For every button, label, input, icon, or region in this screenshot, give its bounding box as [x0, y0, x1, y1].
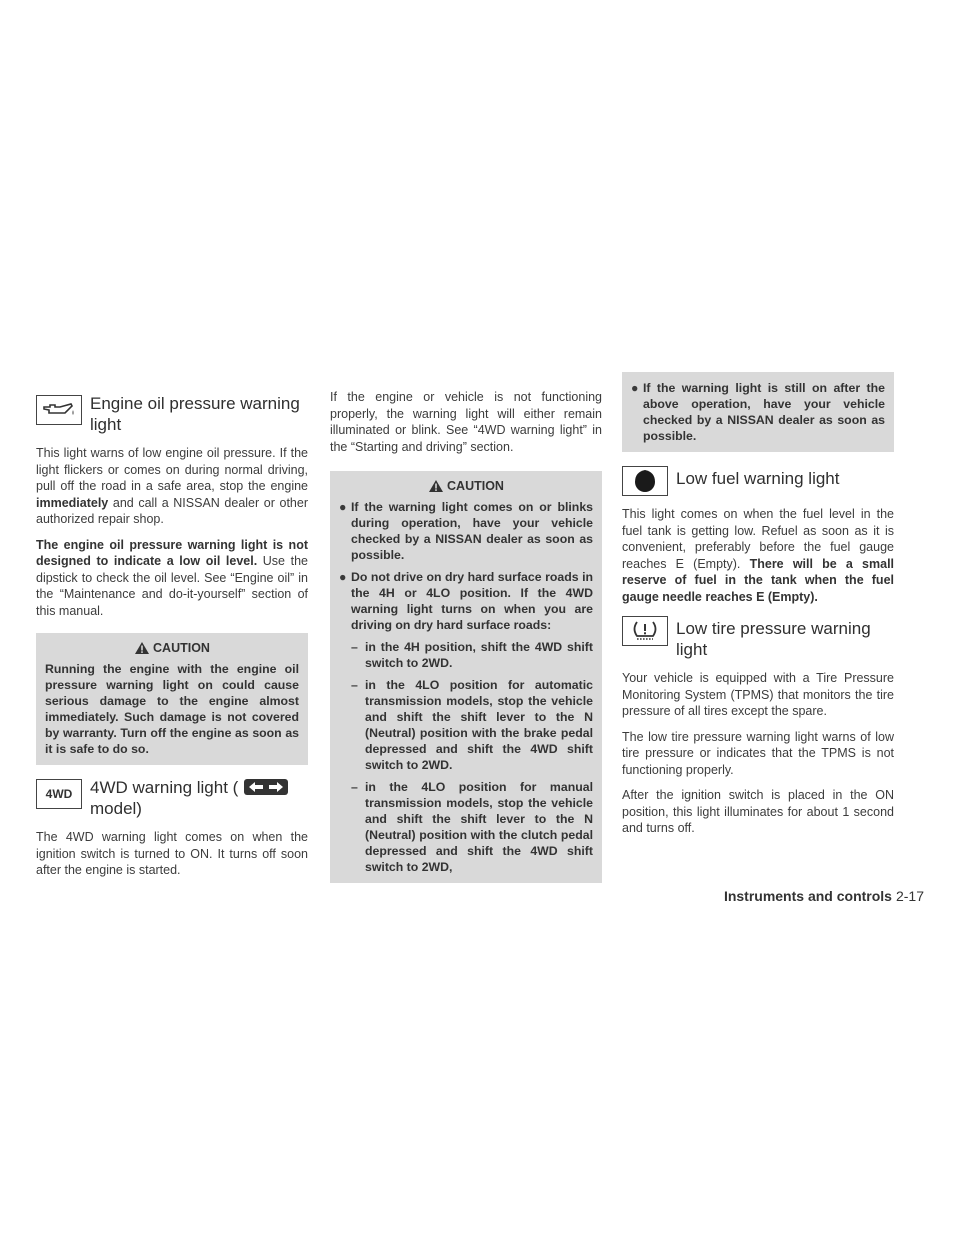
tire-paragraph-2: The low tire pressure warning light warns of low tire pressure or indicates that the TPMS is not functioning properly.	[622, 729, 894, 777]
caution-sub-item: – in the 4LO position for manual transmission models, stop the vehicle and shift the shift lever to the N (Neutral) position with the clutch pedal depressed and shift the 4WD shift switch to 2WD,	[351, 780, 593, 874]
tire-pressure-icon	[622, 616, 668, 646]
oil-paragraph-1: This light warns of low engine oil pressure. If the light flickers or comes on during normal driving, pull off the road in a safe area, stop the engine immediately and call a NISSAN dealer or other authorized repair shop.	[36, 446, 308, 526]
oil-caution-box	[36, 633, 308, 765]
page-number: 2-17	[895, 888, 924, 904]
4wd-icon: 4WD	[36, 779, 82, 809]
caution-sub-item: – in the 4H position, shift the 4WD shift switch to 2WD.	[351, 640, 593, 670]
page-footer	[680, 888, 924, 904]
oil-warning-heading	[36, 393, 308, 435]
caution-bullet: ● If the warning light is still on after the above operation, have your vehicle checked by a NISSAN dealer as soon as possible.	[631, 381, 885, 443]
tire-paragraph-3: After the ignition switch is placed in the ON position, this light illuminates for about 1 second and turns off.	[622, 788, 894, 835]
caution-bullet: ● If the warning light comes on or blinks during operation, have your vehicle checked by a NISSAN dealer as soon as possible.	[339, 500, 593, 562]
column-middle	[330, 389, 602, 895]
oil-warning-title: Engine oil pressure warning light	[90, 394, 300, 434]
column-left	[36, 393, 308, 888]
column-right	[622, 372, 894, 846]
oil-can-icon	[36, 395, 82, 425]
4wd-paragraph-2: If the engine or vehicle is not functioning properly, the warning light will either remain illuminated or blink. See “4WD warning light” in the “Starting and driving” section.	[330, 390, 602, 454]
fuel-paragraph: This light comes on when the fuel level in the fuel tank is getting low. Refuel as soon as it is convenient, preferably before the fuel gauge reaches E (Empty). There will be a small reserve of fuel in the tank when the fuel gauge needle reaches E (Empty).	[622, 507, 895, 604]
4x4-badge-icon	[244, 779, 288, 795]
4wd-caution-box	[330, 471, 602, 883]
caution-triangle-icon	[428, 479, 444, 493]
caution-title: CAUTION	[339, 479, 593, 493]
oil-paragraph-2: The engine oil pressure warning light is not designed to indicate a low oil level. Use the dipstick to check the oil level. See “Engine oil” in the “Maintenance and do-it-yourself” section of this manual.	[36, 537, 308, 618]
4wd-warning-heading	[36, 777, 308, 819]
tire-warning-heading	[622, 614, 894, 660]
4wd-warning-title: 4WD warning light ( model)	[90, 777, 288, 819]
fuel-dot-icon	[622, 466, 668, 496]
4wd-paragraph-1: The 4WD warning light comes on when the ignition switch is turned to ON. It turns off soon after the engine is started.	[36, 830, 308, 877]
tire-warning-title: Low tire pressure warning light	[676, 619, 871, 659]
caution-title: CAUTION	[45, 641, 299, 655]
section-title: Instruments and controls	[723, 888, 892, 904]
4wd-caution-continued	[622, 372, 894, 452]
caution-sub-item: – in the 4LO position for automatic transmission models, stop the vehicle and shift the shift lever to the N (Neutral) position with the brake pedal depressed and shift the 4WD shift switch to 2WD.	[351, 678, 593, 772]
tire-paragraph-1: Your vehicle is equipped with a Tire Pressure Monitoring System (TPMS) that monitors the tire pressure of all tires except the spare.	[622, 671, 894, 718]
caution-triangle-icon	[134, 641, 150, 655]
fuel-warning-heading	[622, 464, 894, 496]
oil-caution-text: Running the engine with the engine oil pressure warning light on could cause serious damage to the engine almost immediately. Such damage is not covered by warranty. Turn off the engine as soon as it is safe to do so.	[45, 662, 299, 756]
fuel-warning-title: Low fuel warning light	[676, 469, 840, 488]
caution-bullet: ● Do not drive on dry hard surface roads in the 4H or 4LO position. If the 4WD warning light turns on when you are driving on dry hard surface roads:	[339, 570, 593, 632]
